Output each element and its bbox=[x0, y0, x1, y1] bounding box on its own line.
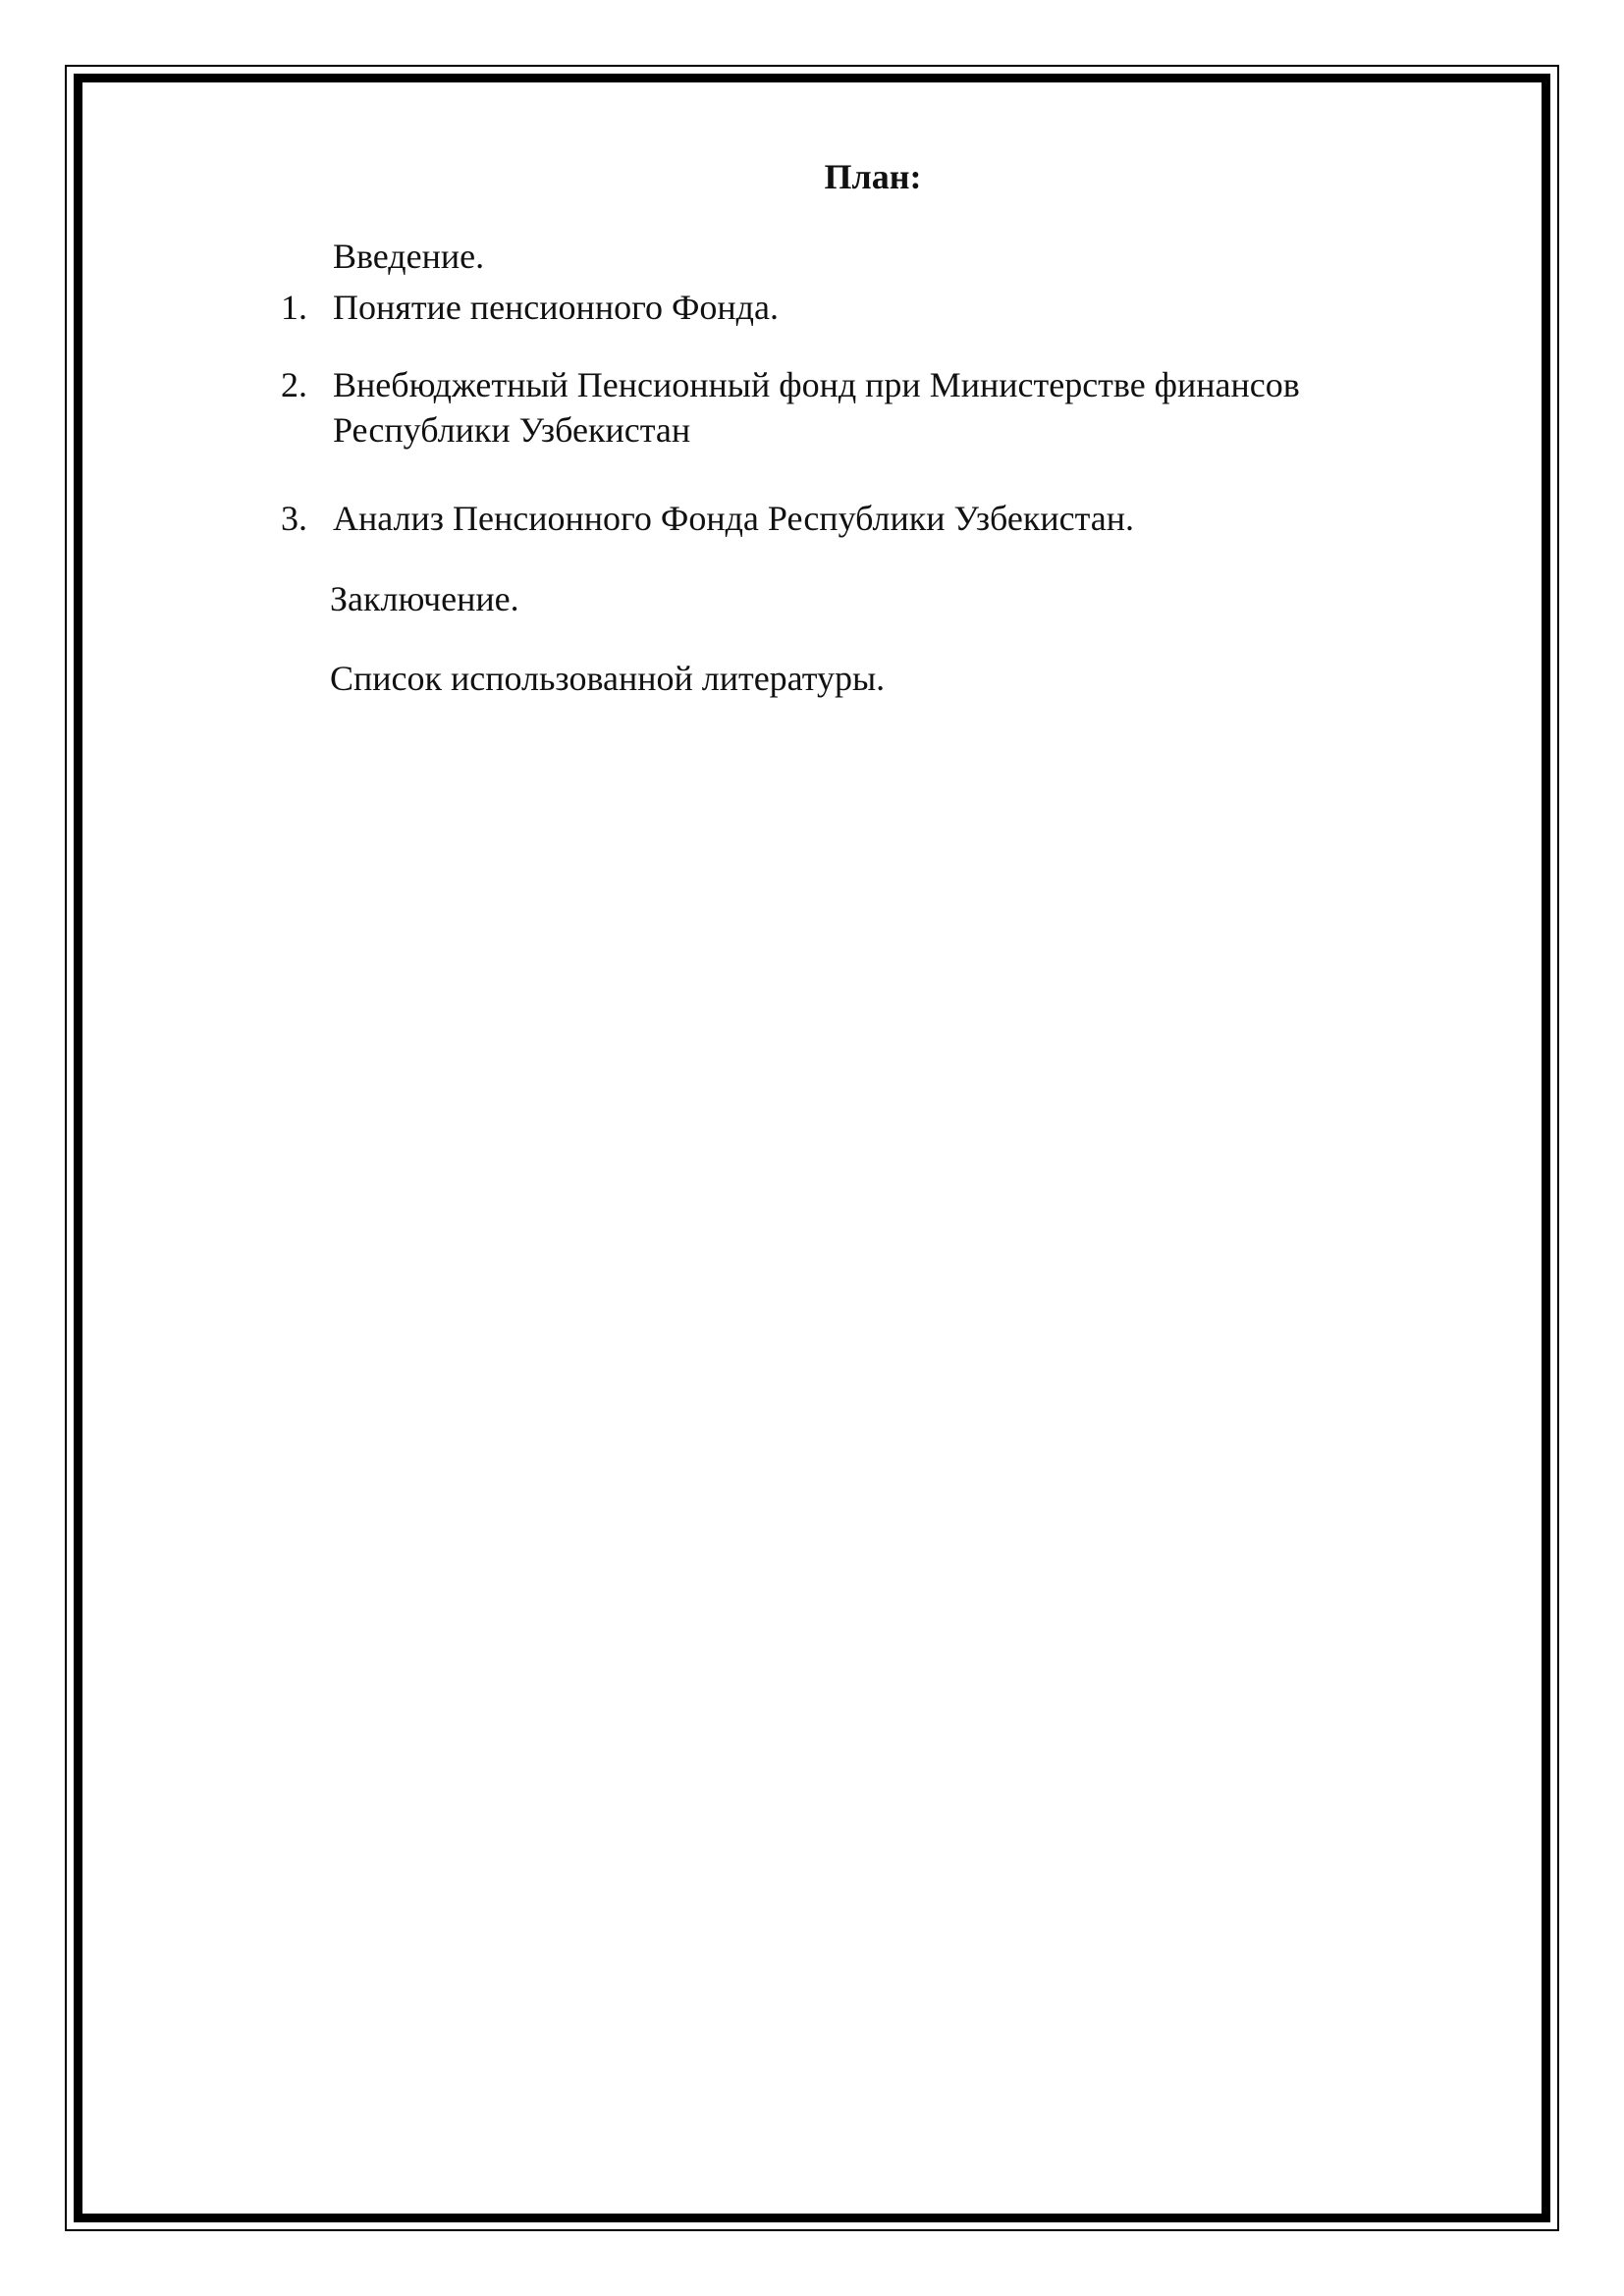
item-1-text: Понятие пенсионного Фонда. bbox=[333, 288, 779, 327]
item-3-number: 3. bbox=[281, 499, 307, 538]
item-1-number: 1. bbox=[281, 288, 307, 327]
intro-line: Введение. bbox=[333, 237, 485, 276]
conclusion-line: Заключение. bbox=[330, 579, 519, 618]
item-2-text-continuation: Республики Узбекистан bbox=[333, 410, 691, 450]
item-3-text: Анализ Пенсионного Фонда Республики Узбекистан. bbox=[333, 499, 1135, 538]
item-2-text: Внебюджетный Пенсионный фонд при Министерстве финансов bbox=[333, 365, 1300, 404]
references-line: Список использованной литературы. bbox=[330, 659, 886, 698]
item-2-number: 2. bbox=[281, 365, 307, 404]
plan-title: План: bbox=[824, 157, 922, 196]
